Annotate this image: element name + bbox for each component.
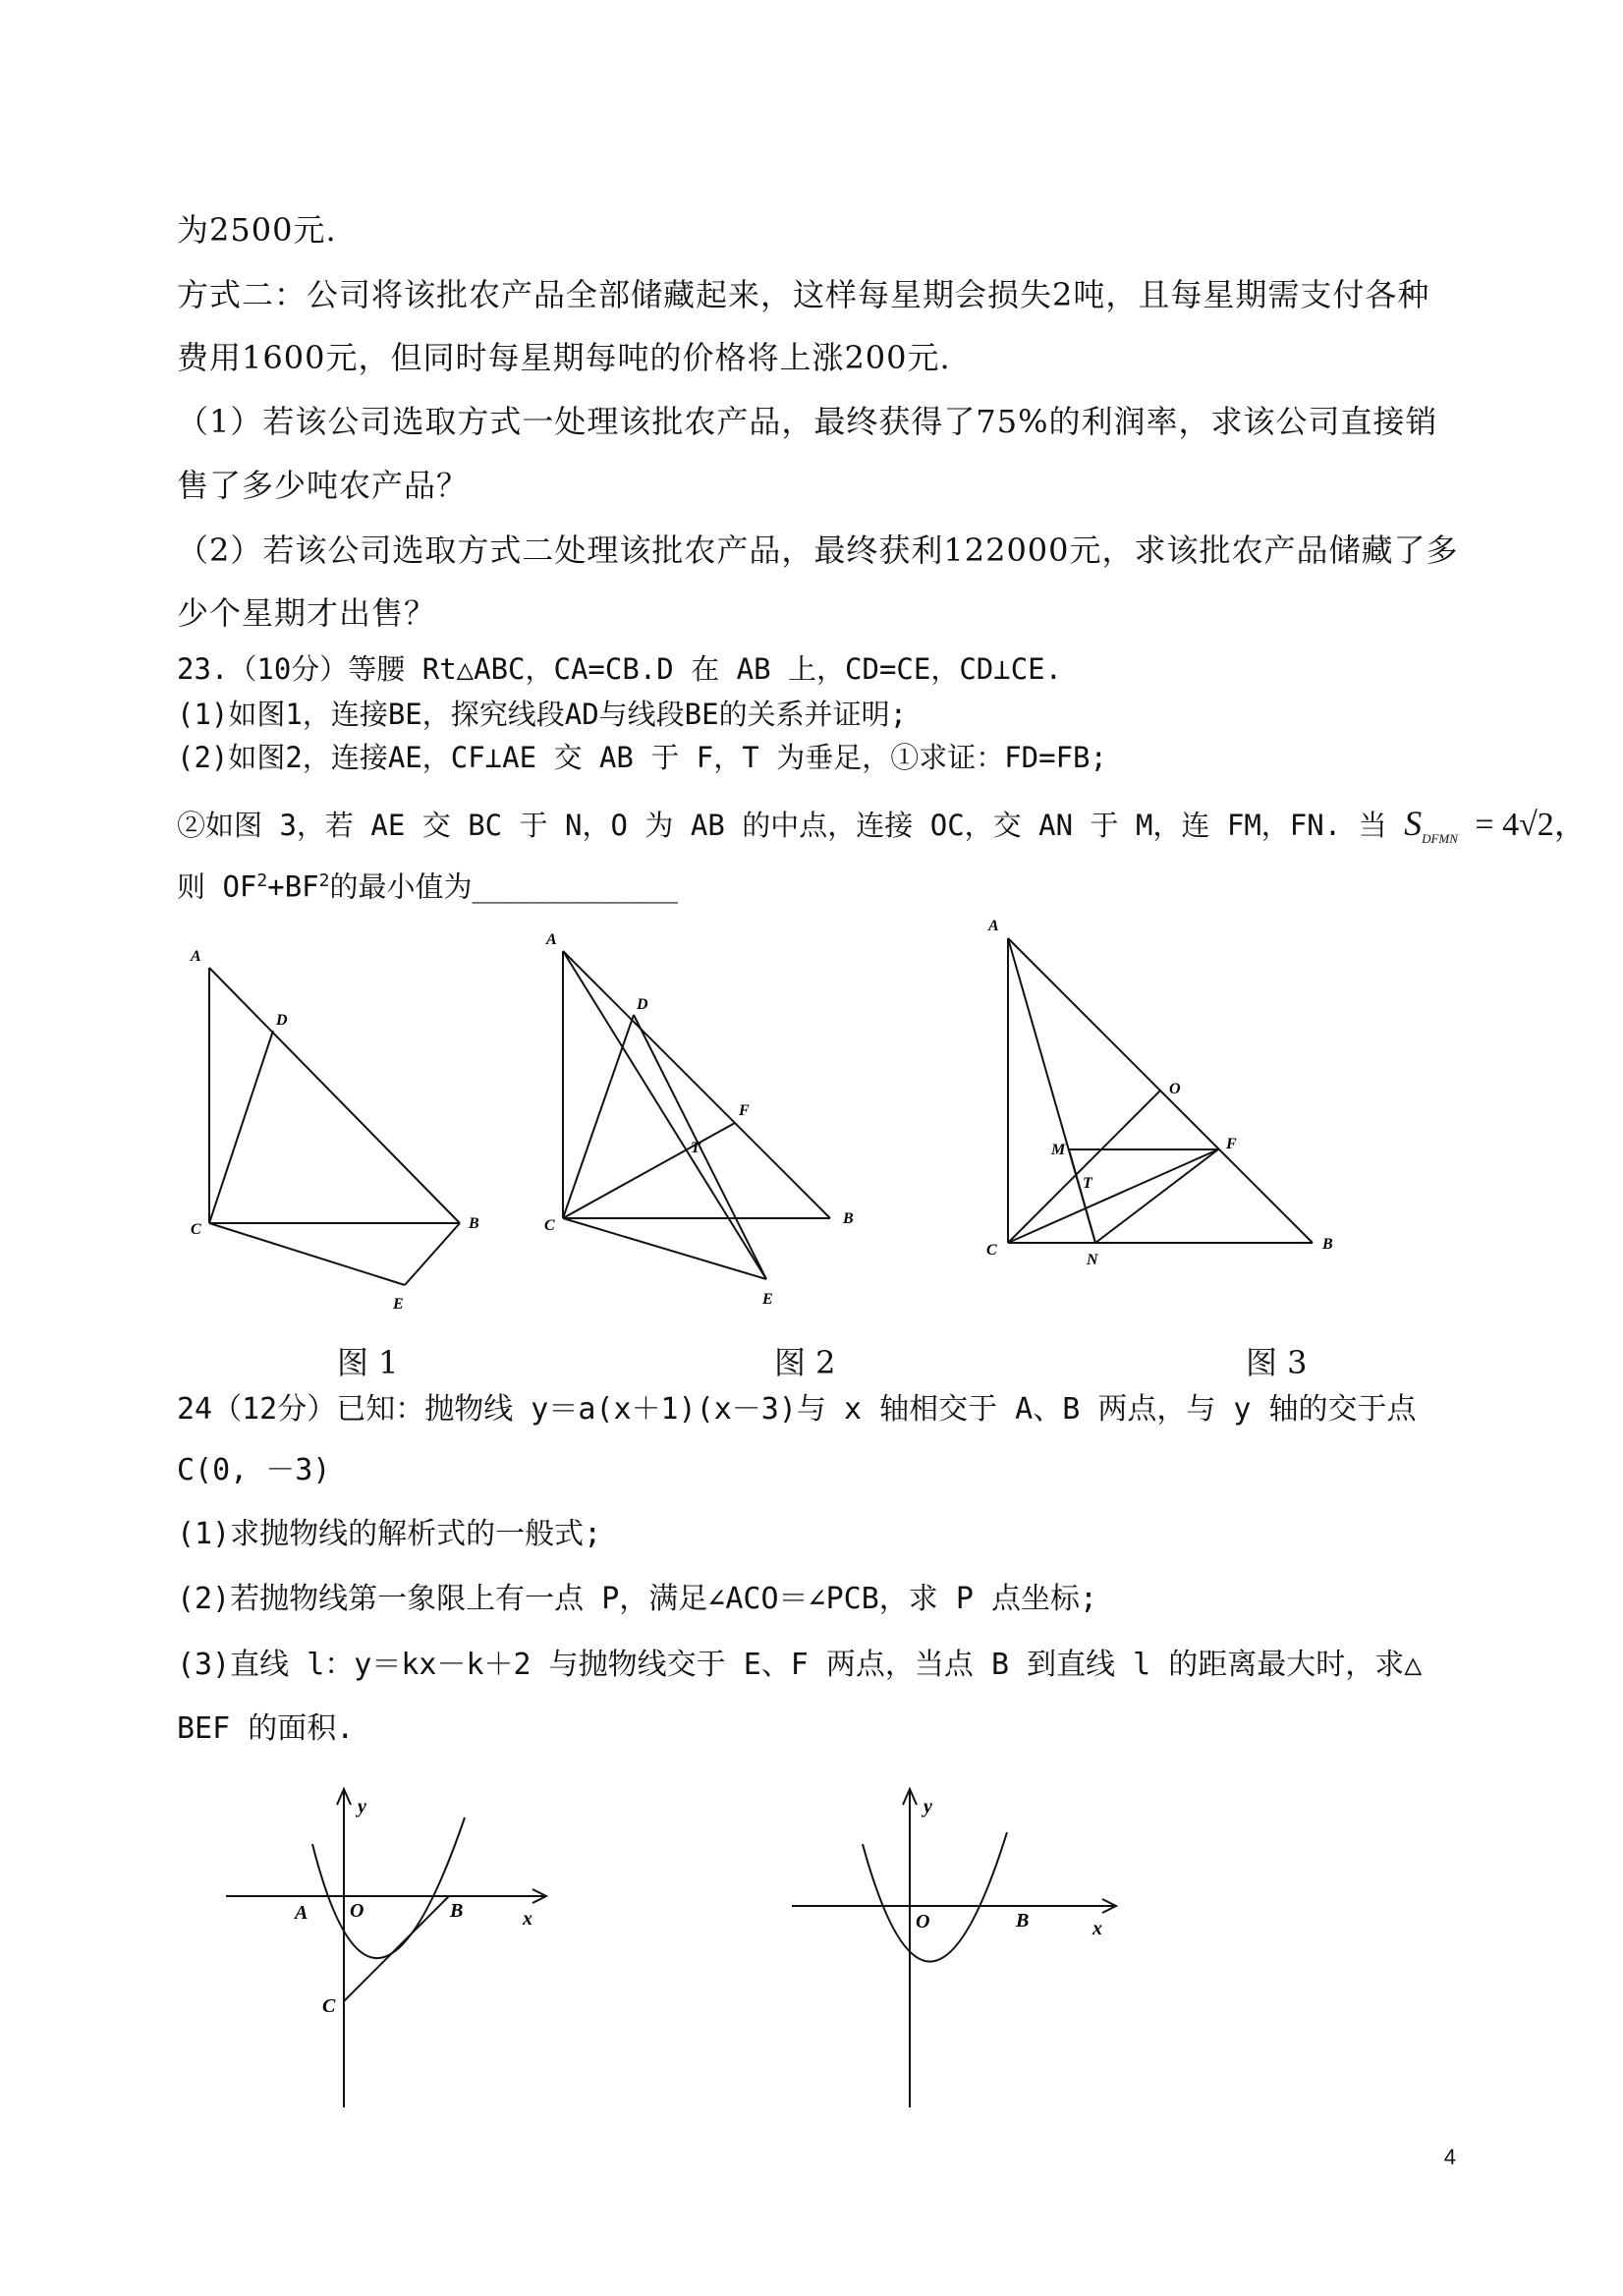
- graph1-label-b: B: [450, 1900, 464, 1922]
- graph1-label-o: O: [350, 1900, 364, 1922]
- q24-line-1: 24（12分）已知：抛物线 y＝a(x＋1)(x－3)与 x 轴相交于 A、B 两点，与 y 轴的交于点: [177, 1392, 1417, 1427]
- fig1-label-a: A: [191, 948, 201, 965]
- figure-1-triangle: [177, 933, 511, 1316]
- fig3-label-b: B: [1322, 1236, 1333, 1253]
- fig1-label-e: E: [393, 1296, 404, 1313]
- q24-line-4: (2)若抛物线第一象限上有一点 P，满足∠ACO＝∠PCB，求 P 点坐标;: [177, 1582, 1098, 1616]
- q23-part-4: 则 $OF^2+BF^2$的最小值为____________: [177, 869, 678, 904]
- q24-line-6: BEF 的面积.: [177, 1711, 355, 1746]
- graph1-label-y: y: [358, 1796, 366, 1818]
- fig3-label-n: N: [1087, 1252, 1098, 1268]
- q24-line-2: C(0, －3): [177, 1453, 331, 1487]
- caption-figure-1: 图 1: [337, 1344, 399, 1381]
- fig2-label-c: C: [544, 1217, 555, 1234]
- fig2-label-e: E: [762, 1291, 773, 1308]
- graph1-label-a: A: [295, 1902, 308, 1924]
- fig2-label-a: A: [546, 931, 557, 948]
- q24-line-3: (1)求抛物线的解析式的一般式;: [177, 1517, 602, 1551]
- q22-line-4: （1）若该公司选取方式一处理该批农产品，最终获得了75%的利润率，求该公司直接销: [177, 403, 1438, 440]
- q23-part-1: (1)如图1，连接BE，探究线段AD与线段BE的关系并证明;: [177, 698, 908, 731]
- fig3-label-c: C: [986, 1242, 997, 1259]
- caption-figure-3: 图 3: [1246, 1344, 1308, 1381]
- fig3-label-o: O: [1169, 1081, 1181, 1097]
- fig2-label-b: B: [843, 1210, 854, 1227]
- q24-line-5: (3)直线 l：y＝kx－k＋2 与抛物线交于 E、F 两点，当点 B 到直线 l 的距离最大时，求△: [177, 1648, 1423, 1682]
- caption-figure-2: 图 2: [774, 1344, 836, 1381]
- figure-3-triangle: [973, 909, 1356, 1282]
- q22-line-1: 为2500元.: [177, 211, 337, 249]
- fig3-label-a: A: [988, 918, 999, 934]
- fig1-label-b: B: [469, 1215, 479, 1232]
- fig1-label-c: C: [191, 1221, 201, 1238]
- q22-line-2: 方式二：公司将该批农产品全部储藏起来，这样每星期会损失2吨，且每星期需支付各种: [177, 276, 1430, 313]
- parabola-graph-2: [786, 1783, 1140, 2117]
- graph1-label-x: x: [523, 1908, 532, 1930]
- q23-part-2: (2)如图2，连接AE，CF⊥AE 交 AB 于 F，T 为垂足，①求证：FD=FB;: [177, 741, 1107, 774]
- q22-line-3: 费用1600元，但同时每星期每吨的价格将上涨200元.: [177, 339, 951, 376]
- q22-line-7: 少个星期才出售？: [177, 594, 437, 632]
- area-symbol: $S_{DFMN}$: [1404, 804, 1458, 847]
- q22-line-6: （2）若该公司选取方式二处理该批农产品，最终获利122000元，求该批农产品储藏了多: [177, 532, 1459, 569]
- q23-part-3: [177, 806, 1588, 845]
- page-number: 4: [1443, 2145, 1456, 2169]
- graph2-label-x: x: [1092, 1918, 1102, 1939]
- graph1-label-c: C: [322, 1995, 336, 2017]
- graph2-label-o: O: [916, 1911, 930, 1932]
- fig1-label-d: D: [276, 1012, 288, 1029]
- graph2-label-b: B: [1016, 1910, 1030, 1932]
- q23-header: 23.（10分）等腰 Rt△ABC，CA=CB.D 在 AB 上，CD=CE，CD⊥CE.: [177, 652, 1063, 686]
- fig2-label-t: T: [691, 1140, 700, 1156]
- fig2-label-f: F: [739, 1102, 750, 1119]
- parabola-graph-1: [216, 1783, 570, 2117]
- fig2-label-d: D: [637, 996, 648, 1013]
- figure-2-triangle: [531, 919, 884, 1321]
- area-value: = 4√2，: [1475, 807, 1588, 843]
- fig3-label-t: T: [1083, 1175, 1092, 1192]
- graph2-label-y: y: [923, 1796, 932, 1818]
- fig3-label-f: F: [1226, 1136, 1237, 1152]
- fig3-label-m: M: [1051, 1142, 1066, 1158]
- q23-part-3-text: ②如图 3，若 AE 交 BC 于 N，O 为 AB 的中点，连接 OC，交 AN 于 M，连 FM，FN. 当: [177, 809, 1387, 842]
- q22-line-5: 售了多少吨农产品？: [177, 467, 470, 504]
